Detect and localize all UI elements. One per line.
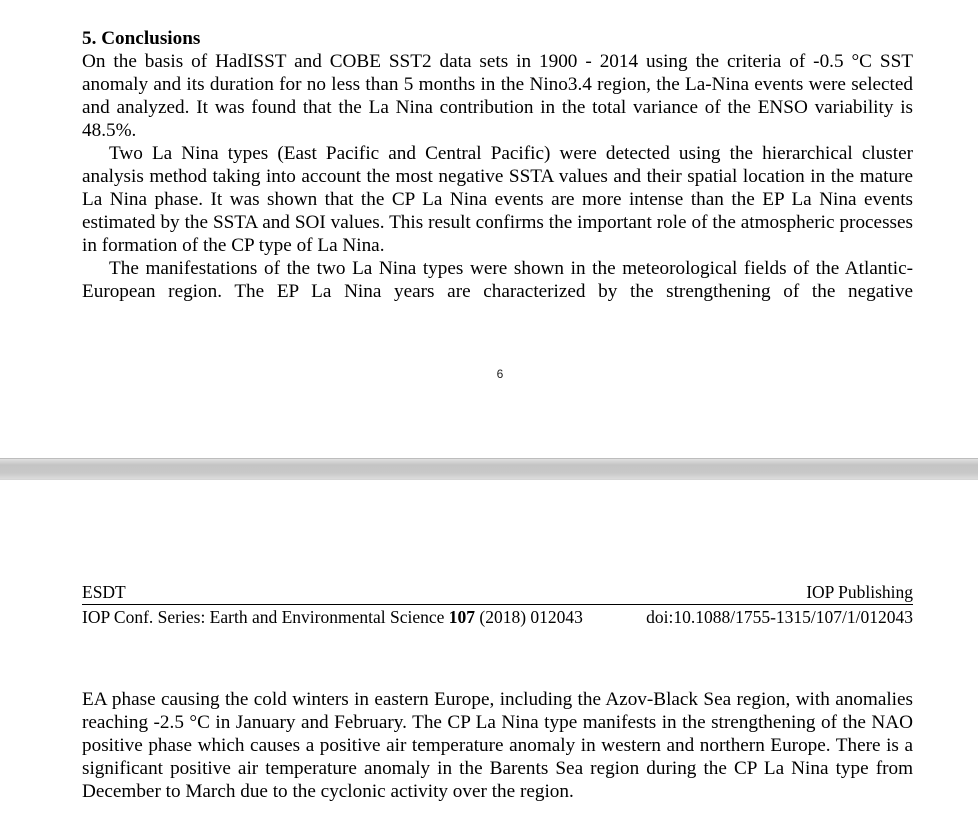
- page-number: 6: [496, 367, 504, 381]
- header-rule: [82, 604, 913, 605]
- page-separator: [0, 458, 978, 480]
- series-citation: [82, 606, 583, 628]
- continuation-paragraph: EA phase causing the cold winters in eastern Europe, including the Azov-Black Sea region, with anomalies reaching -2.5 °C in January and February. The CP La Nina type manifests in the strengthening of the NAO positive phase which causes a positive air temperature anomaly in western and northern Europe. There is a significant positive air temperature anomaly in the Barents Sea region during the CP La Nina type from December to March due to the cyclonic activity over the region.: [82, 689, 913, 802]
- doi-link[interactable]: doi:10.1088/1755-1315/107/1/012043: [646, 607, 913, 627]
- paragraph-1: On the basis of HadISST and COBE SST2 data sets in 1900 - 2014 using the criteria of -0.5 °C SST anomaly and its duration for no less than 5 months in the Nino3.4 region, the La-Nina events were selected and analyzed. It was found that the La Nina contribution in the total variance of the ENSO variability is 48.5%.: [82, 51, 913, 141]
- publisher-name: IOP Publishing: [806, 582, 913, 602]
- section-heading: 5. Conclusions: [82, 28, 201, 49]
- paragraph-2: Two La Nina types (East Pacific and Central Pacific) were detected using the hierarchical cluster analysis method taking into account the most negative SSTA values and their spatial location in the mature La Nina phase. It was shown that the CP La Nina events are more intense than the EP La Nina events estimated by the SSTA and SOI values. This result confirms the important role of the atmospheric processes in formation of the CP type of La Nina.: [82, 143, 913, 256]
- continuation-section: [82, 688, 913, 803]
- conference-acronym: ESDT: [82, 582, 126, 602]
- series-volume: 107: [448, 607, 476, 627]
- paragraph-3: The manifestations of the two La Nina types were shown in the meteorological fields of the Atlantic-European region. The EP La Nina years are characterized by the strengthening of the negative: [82, 258, 913, 302]
- conclusions-section: [82, 27, 913, 303]
- series-suffix: (2018) 012043: [475, 607, 583, 627]
- series-prefix: IOP Conf. Series: Earth and Environmental Science: [82, 607, 449, 627]
